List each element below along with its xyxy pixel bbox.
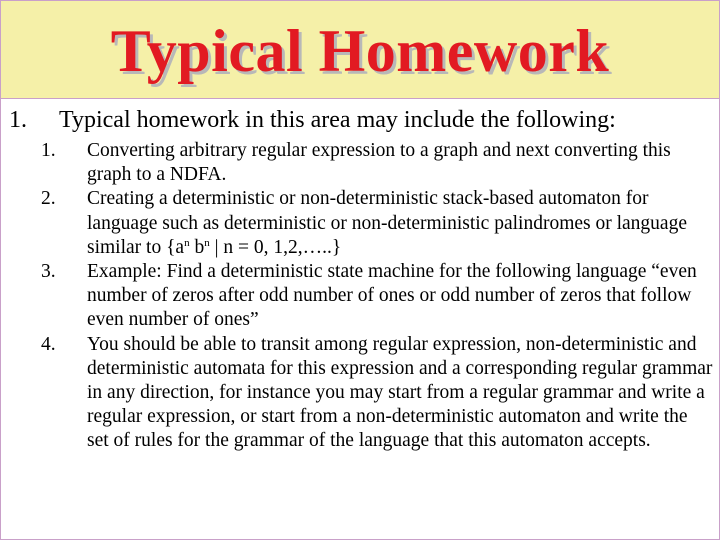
- main-item-number: 1.: [9, 107, 27, 133]
- sub-item-number: 3.: [41, 261, 56, 283]
- sub-item-text-after: | n = 0, 1,2,…..}: [209, 236, 342, 258]
- title-bar: [1, 1, 719, 99]
- slide-title: Typical Homework: [110, 18, 610, 84]
- sub-item-number: 2.: [41, 188, 56, 210]
- sub-item-2: [41, 187, 713, 260]
- sub-item-4: [41, 333, 713, 454]
- sub-item-number: 4.: [41, 333, 56, 355]
- sub-item-text: You should be able to transit among regular expression, non-deterministic and deterministic automata for this expression and a corresponding regular grammar in any direction, for instance you may start from a regular grammar and write a regular expression, or start from a non-deterministic automaton and write the set of rules for the grammar of the language that this automaton accepts.: [87, 333, 713, 452]
- superscript-n: n: [184, 236, 190, 249]
- sub-item-3: [41, 260, 713, 333]
- sub-item-text-before: Creating a deterministic or non-deterministic stack-based automaton for language such as deterministic or non-deterministic palindromes or language similar to {a: [87, 188, 687, 258]
- sub-item-1: [41, 139, 713, 187]
- sub-item-number: 1.: [41, 140, 56, 161]
- superscript-n: n: [204, 236, 210, 249]
- sub-item-text: [87, 187, 713, 260]
- sub-list: [41, 139, 713, 454]
- sub-item-text: Converting arbitrary regular expression to a graph and next converting this graph to a NDFA.: [87, 140, 671, 186]
- sub-item-text: Example: Find a deterministic state machine for the following language “even number of zeros after odd number of ones or odd number of zeros that follow even number of ones”: [87, 261, 697, 331]
- sub-item-text-mid: b: [189, 236, 205, 258]
- main-item-text: Typical homework in this area may include the following:: [59, 107, 616, 133]
